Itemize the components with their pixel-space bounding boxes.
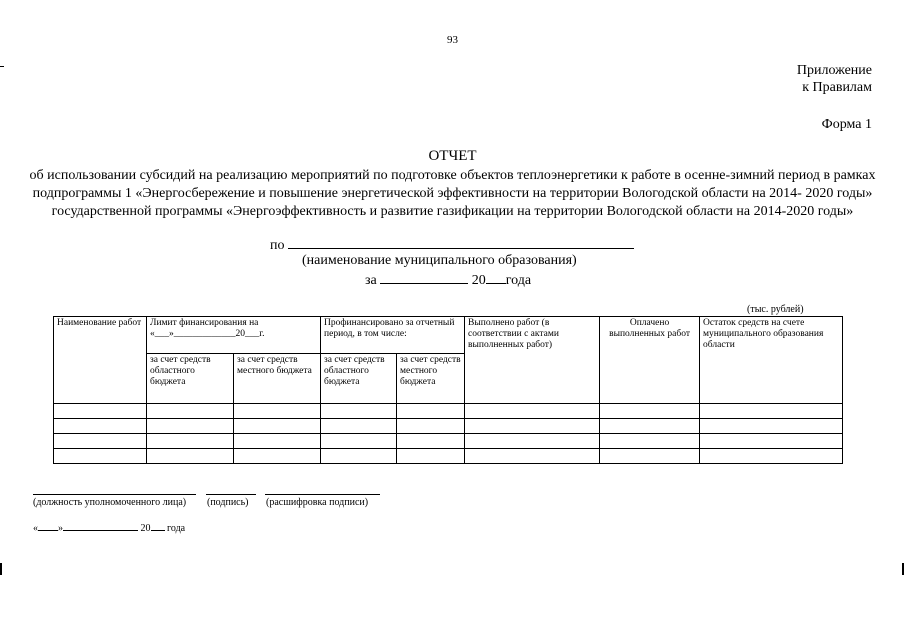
header-financed: Профинансировано за отчетный период, в том числе: xyxy=(321,317,465,354)
date-year-blank[interactable] xyxy=(151,521,165,531)
scan-edge-mark xyxy=(0,66,4,67)
period-za: за xyxy=(365,273,377,288)
date-year-suffix: года xyxy=(167,523,186,534)
period-line xyxy=(365,270,531,289)
appendix-label: Приложение xyxy=(796,63,872,78)
municipality-blank[interactable] xyxy=(288,235,634,249)
subheader-limit-regional: за счет средств областного бюджета xyxy=(147,354,234,404)
table-row xyxy=(54,434,843,449)
header-limit: Лимит финансирования на «___»_____________20___г. xyxy=(147,317,321,354)
municipality-line xyxy=(270,235,634,254)
date-year-prefix: 20 xyxy=(140,523,151,534)
subheader-limit-local: за счет средств местного бюджета xyxy=(234,354,321,404)
period-blank[interactable] xyxy=(380,270,468,284)
form-number: Форма 1 xyxy=(821,117,872,132)
header-paid: Оплачено выполненных работ xyxy=(600,317,700,404)
po-label: по xyxy=(270,238,285,253)
position-line[interactable] xyxy=(33,494,196,495)
year-blank[interactable] xyxy=(486,270,506,284)
municipality-caption: (наименование муниципального образования) xyxy=(302,253,577,268)
sign-line[interactable] xyxy=(206,494,256,495)
report-title: ОТЧЕТ xyxy=(428,148,477,164)
table-row xyxy=(54,419,843,434)
header-remainder: Остаток средств на счете муниципального образования области xyxy=(700,317,843,404)
report-table xyxy=(53,316,843,464)
header-name: Наименование работ xyxy=(54,317,147,404)
position-caption: (должность уполномоченного лица) xyxy=(33,497,187,508)
subheader-fin-local: за счет средств местного бюджета xyxy=(397,354,465,404)
date-open-quote: « xyxy=(33,523,38,534)
day-blank[interactable] xyxy=(38,521,58,531)
units-label: (тыс. рублей) xyxy=(747,304,804,315)
sign-caption: (подпись) xyxy=(207,497,249,508)
appendix-rules: к Правилам xyxy=(802,80,872,95)
header-completed: Выполнено работ (в соответствии с актами выполненных работ) xyxy=(465,317,600,404)
scan-edge-mark xyxy=(902,563,904,575)
page-number: 93 xyxy=(447,34,458,46)
period-year-suffix: года xyxy=(505,273,532,288)
decoding-line[interactable] xyxy=(265,494,380,495)
table-row xyxy=(54,449,843,464)
period-year-prefix: 20 xyxy=(471,273,486,288)
report-subtitle: об использовании субсидий на реализацию мероприятий по подготовке объектов теплоэнергетики к работе в осенне-зимний период в рамках подпрограммы 1 «Энергосбережение и повышение энергетической эффективности на территории Вологодской области на 2014- 2020 годы» государственной программы «Энергоэффективность и развитие газификации на территории Вологодской области на 2014-2020 годы» xyxy=(29,168,876,219)
decoding-caption: (расшифровка подписи) xyxy=(266,497,369,508)
month-blank[interactable] xyxy=(63,521,138,531)
table-row xyxy=(54,404,843,419)
scan-edge-mark xyxy=(0,563,2,575)
signature-date xyxy=(33,521,185,534)
subheader-fin-regional: за счет средств областного бюджета xyxy=(321,354,397,404)
date-close-quote: » xyxy=(58,523,63,534)
